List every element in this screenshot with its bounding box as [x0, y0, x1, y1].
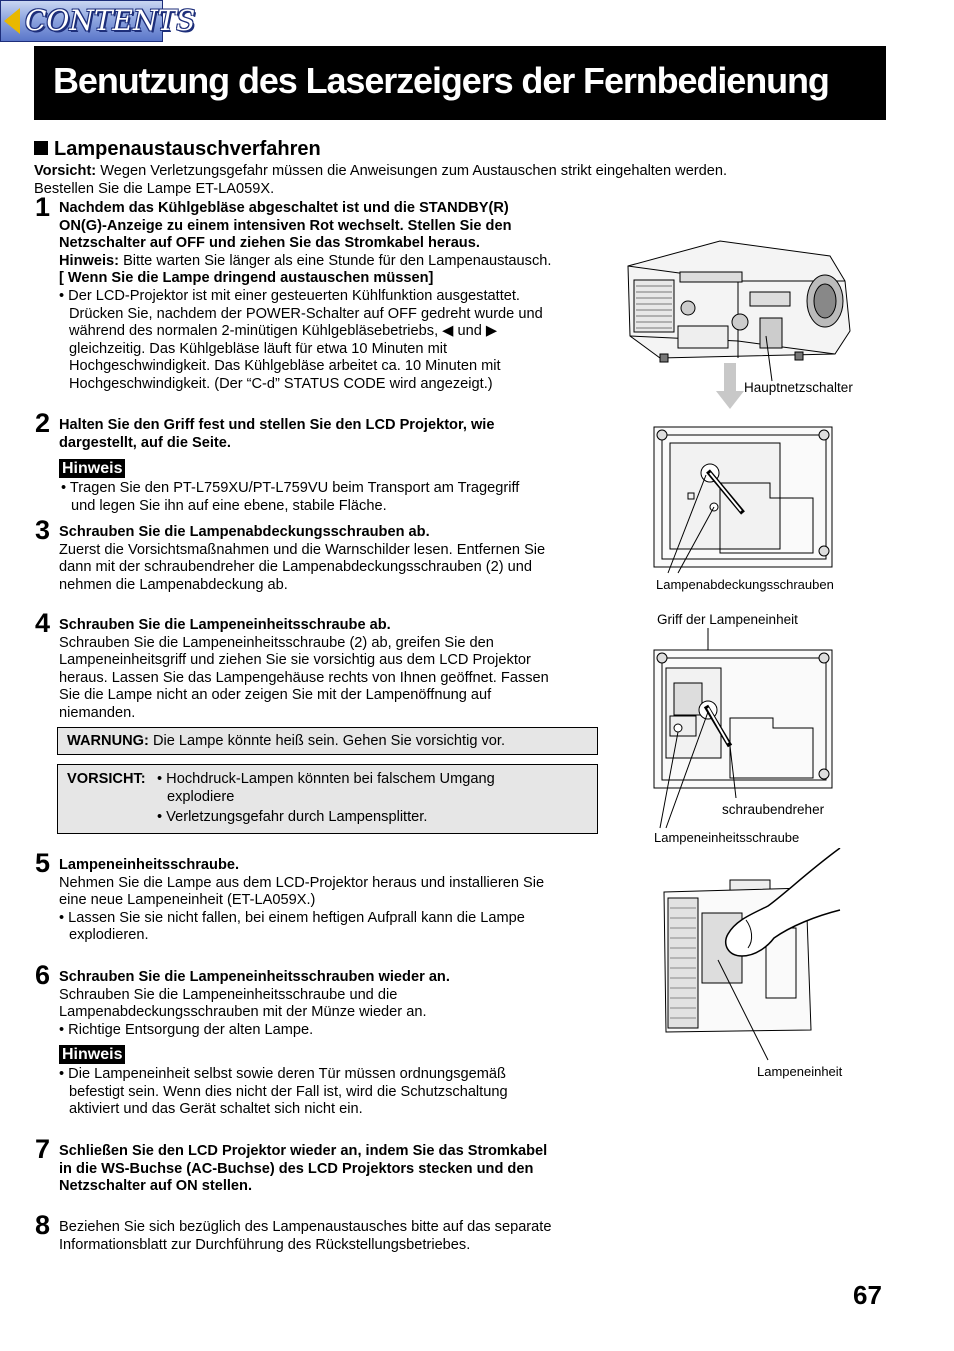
lamp-handle-caption: Griff der Lampeneinheit [657, 612, 798, 627]
step-title-line: Nachdem das Kühlgebläse abgeschaltet ist und die STANDBY(R) [59, 200, 509, 216]
page-title: Benutzung des Laserzeigers der Fernbedienung [53, 60, 829, 101]
bullet-line: und legen Sie ihn auf eine ebene, stabile Fläche. [71, 497, 387, 514]
bullet-line: explodieren. [69, 927, 149, 944]
step-title-line: ON(G)-Anzeige zu einem intensiven Rot wechselt. Stellen Sie den [59, 217, 512, 234]
bullet-line: aktiviert und das Gerät schaltet sich nicht ein. [69, 1101, 363, 1118]
caution-box [57, 764, 598, 834]
step-title-line: in die WS-Buchse (AC-Buchse) des LCD Projektors stecken und den [59, 1160, 534, 1177]
warning-box [57, 727, 598, 755]
title-bar [34, 46, 886, 120]
down-arrow-icon [716, 363, 744, 411]
lamp-cover-figure [648, 423, 838, 598]
body-line: Zuerst die Vorsichtsmaßnahmen und die Warnschilder lesen. Entfernen Sie [59, 541, 546, 558]
screwdriver-caption: schraubendreher [722, 802, 825, 817]
step-title-line: Halten Sie den Griff fest und stellen Sie den LCD Projektor, wie [59, 417, 495, 433]
caution-bullet: explodiere [167, 788, 235, 805]
arrow-left-icon [4, 8, 20, 34]
body-line: • Richtige Entsorgung der alten Lampe. [59, 1021, 314, 1038]
step-number: 8 [35, 1210, 51, 1240]
caution-text: Wegen Verletzungsgefahr müssen die Anweisungen zum Austauschen strikt eingehalten werden. [100, 163, 728, 179]
body-line: Nehmen Sie die Lampe aus dem LCD-Projektor heraus und installieren Sie [59, 874, 545, 891]
cover-screws-caption: Lampenabdeckungsschrauben [656, 577, 834, 592]
step-4 [59, 617, 604, 723]
body-line: eine neue Lampeneinheit (ET-LA059X.) [59, 892, 316, 909]
order-text: Bestellen Sie die Lampe ET-LA059X. [34, 180, 275, 197]
warning-text: Die Lampe könnte heiß sein. Gehen Sie vorsichtig vor. [152, 733, 506, 749]
warning-label: WARNUNG: [67, 733, 149, 749]
bullet-line: • Lassen Sie sie nicht fallen, bei einem heftigen Aufprall kann die Lampe [59, 909, 525, 926]
body-line: Informationsblatt zur Durchführung des Rückstellungsbetriebes. [59, 1236, 471, 1253]
step-number: 3 [35, 515, 51, 545]
body-line: heraus. Lassen Sie das Lampengehäuse rechts von Ihnen geöffnet. Fassen [59, 669, 549, 686]
square-bullet-icon [34, 141, 48, 155]
body-line: Lampeneinheitsgriff und ziehen Sie sie vorsichtig aus dem LCD Projektor [59, 652, 531, 669]
step-1 [59, 200, 604, 394]
body-line: niemanden. [59, 704, 136, 721]
body-line: Lampenabdeckungsschrauben mit der Münze wieder an. [59, 1004, 427, 1021]
step-7 [59, 1143, 604, 1196]
intro [34, 163, 834, 198]
bullet-line: gleichzeitig. Das Kühlgebläse läuft für etwa 10 Minuten mit [69, 340, 448, 357]
body-line: dann mit der schraubendreher die Lampenabdeckungsschrauben (2) und [59, 559, 532, 576]
hinweis-badge: Hinweis [59, 459, 125, 478]
step-title: Schrauben Sie die Lampeneinheitsschrauben wieder an. [59, 969, 450, 985]
step-number: 6 [35, 960, 51, 990]
body-line: Schrauben Sie die Lampeneinheitsschraube und die [59, 986, 398, 1003]
hint-label: Hinweis: [59, 252, 120, 269]
caution-bullet: • Verletzungsgefahr durch Lampensplitter. [157, 809, 428, 826]
step-number: 7 [35, 1134, 51, 1164]
bullet-line: • Die Lampeneinheit selbst sowie deren Tür müssen ordnungsgemäß [59, 1066, 506, 1082]
bullet-line: befestigt sein. Wenn dies nicht der Fall ist, wird die Schutzschaltung [69, 1083, 508, 1100]
step-number: 2 [35, 408, 51, 438]
lamp-screw-caption: Lampeneinheitsschraube [654, 830, 800, 845]
step-3 [59, 524, 604, 594]
step-2-note [61, 480, 606, 515]
main-switch-caption: Hauptnetzschalter [744, 380, 853, 395]
bullet-line: Hochgeschwindigkeit. Das Kühlgebläse arbeitet ca. 10 Minuten mit [69, 358, 501, 375]
lamp-unit-caption: Lampeneinheit [757, 1064, 843, 1079]
bullet-line: • Der LCD-Projektor ist mit einer gesteuerten Kühlfunktion ausgestattet. [59, 287, 520, 304]
hinweis-badge: Hinweis [59, 1045, 125, 1064]
bullet-line: • Tragen Sie den PT-L759XU/PT-L759VU beim Transport am Tragegriff [61, 480, 520, 496]
body-line: Schrauben Sie die Lampeneinheitsschraube (2) ab, greifen Sie den [59, 634, 494, 651]
step-title: Schrauben Sie die Lampenabdeckungsschrauben ab. [59, 524, 430, 540]
contents-label: CONTENTS [25, 4, 196, 37]
caution-bullet: • Hochdruck-Lampen könnten bei falschem Umgang [157, 771, 495, 787]
section-heading: Lampenaustauschverfahren [34, 138, 321, 161]
lamp-removal-figure [656, 848, 846, 1063]
caution-label: VORSICHT: [67, 771, 146, 787]
bullet-line: Hochgeschwindigkeit. (Der “C-d” STATUS CODE wird angezeigt.) [69, 375, 493, 392]
step-6 [59, 969, 604, 1039]
page-number: 67 [853, 1280, 882, 1310]
hint-text: Bitte warten Sie länger als eine Stunde für den Lampenaustausch. [123, 252, 552, 269]
body-line: nehmen die Lampenabdeckung ab. [59, 576, 288, 593]
step-title: Schrauben Sie die Lampeneinheitsschraube ab. [59, 617, 391, 633]
step-5 [59, 857, 604, 945]
urgent-heading: [ Wenn Sie die Lampe dringend austauschen müssen] [59, 270, 434, 287]
step-title-line: dargestellt, auf die Seite. [59, 434, 231, 451]
step-8 [59, 1219, 604, 1254]
step-6-note [59, 1066, 604, 1119]
caution-label: Vorsicht: [34, 163, 97, 179]
body-line: Beziehen Sie sich bezüglich des Lampenaustausches bitte auf das separate [59, 1219, 552, 1235]
bullet-line: Drücken Sie, nachdem der POWER-Schalter auf OFF gedreht wurde und [69, 305, 543, 322]
bullet-line: während des normalen 2-minütigen Kühlgebläsebetriebs, ◀ und ▶ [69, 323, 498, 340]
step-2 [59, 417, 604, 452]
step-number: 4 [35, 608, 51, 638]
step-title-line: Schließen Sie den LCD Projektor wieder an, indem Sie das Stromkabel [59, 1143, 548, 1159]
body-line: Sie die Lampe nicht an oder zeigen Sie mit der Lampenöffnung auf [59, 687, 492, 704]
step-title-line: Netzschalter auf ON stellen. [59, 1178, 253, 1195]
step-title-line: Netzschalter auf OFF und ziehen Sie das Stromkabel heraus. [59, 235, 480, 252]
step-title: Lampeneinheitsschraube. [59, 857, 240, 873]
contents-button[interactable] [0, 0, 196, 42]
step-number: 1 [35, 192, 51, 222]
step-number: 5 [35, 848, 51, 878]
